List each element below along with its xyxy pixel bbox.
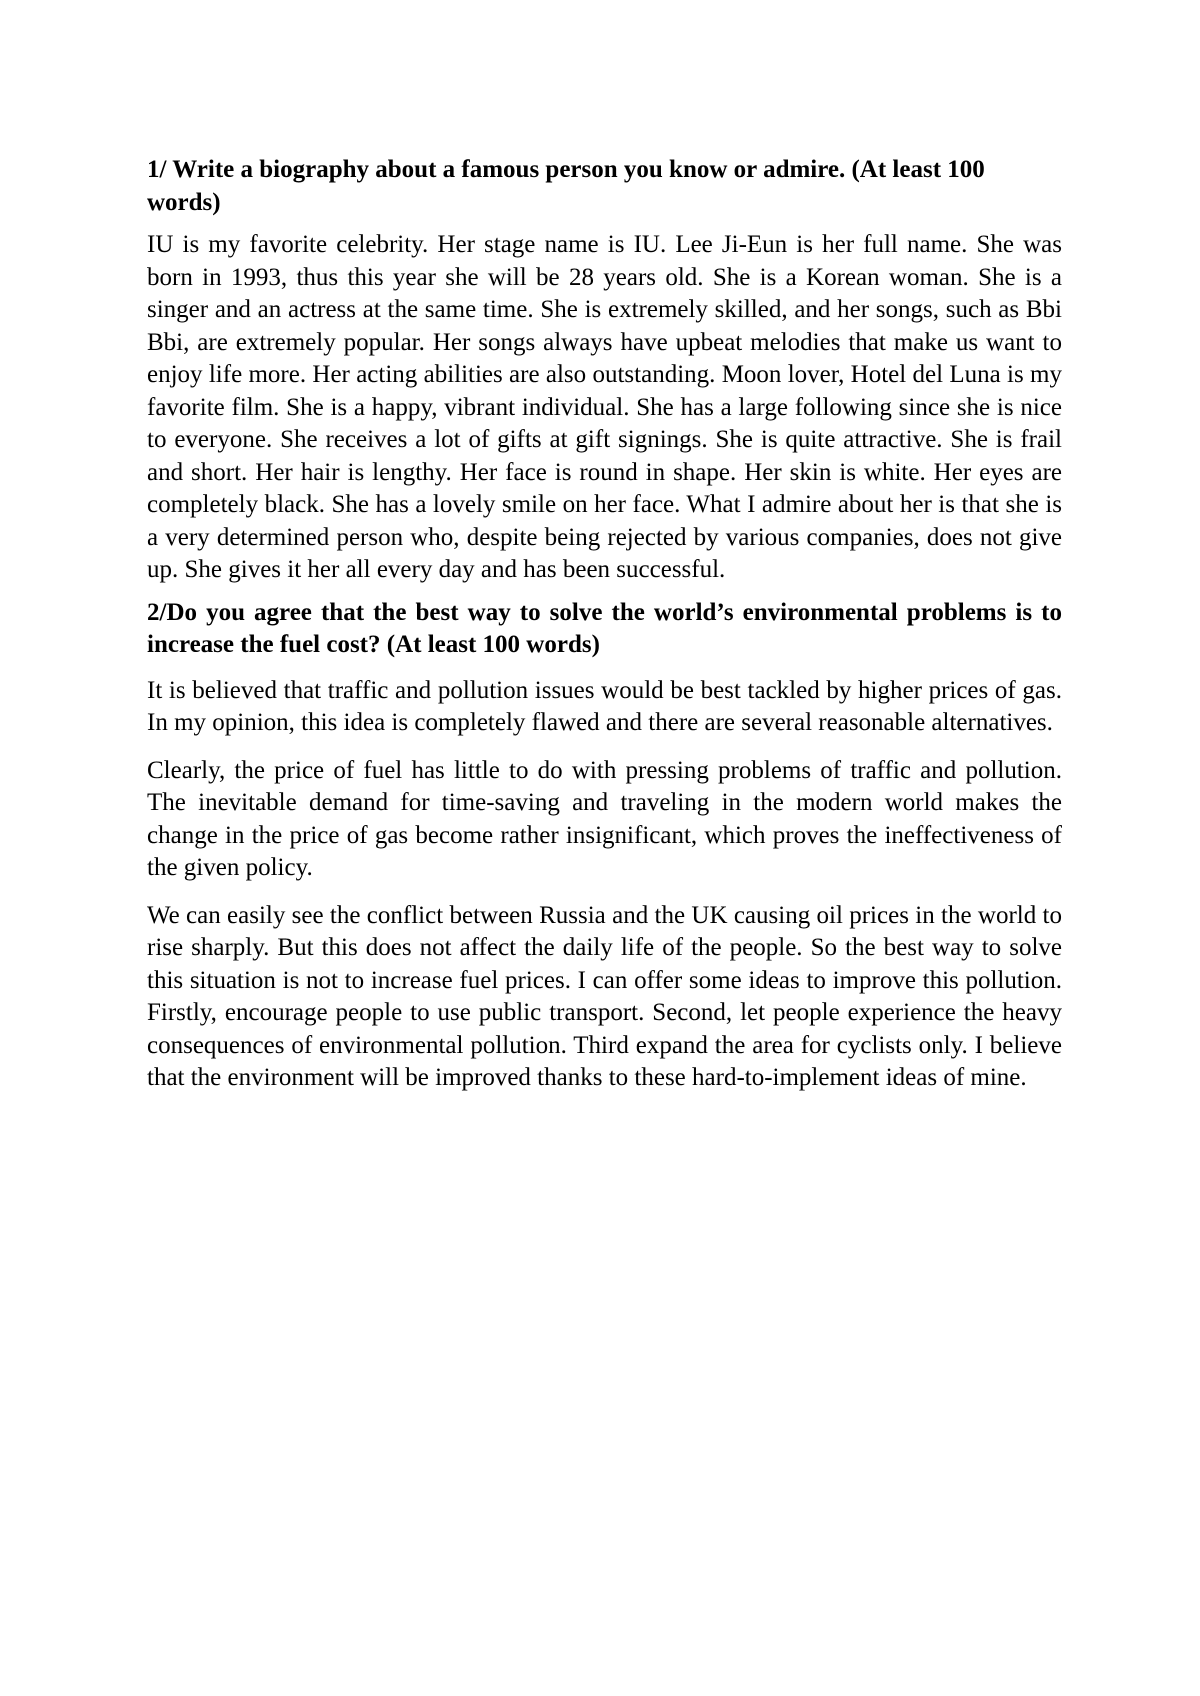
answer-2-paragraph-3: We can easily see the conflict between Russia and the UK causing oil prices in the world to rise sharply. But this does not affect the daily life of the people. So the best way to solve this situation is not to increase fuel prices. I can offer some ideas to improve this pollution. Firstly, encourage people to use public transport. Second, let people experience the heavy consequences of environmental pollution. Third expand the area for cyclists only. I believe that the environment will be improved thanks to these hard-to-implement ideas of mine. bbox=[147, 901, 1062, 1091]
answer-2-paragraph-2: Clearly, the price of fuel has little to do with pressing problems of traffic and pollution. The inevitable demand for time-saving and traveling in the modern world makes the change in the price of gas become rather insignificant, which proves the ineffectiveness of the given policy. bbox=[147, 756, 1062, 881]
question-1-heading: 1/ Write a biography about a famous person you know or admire. (At least 100 words) bbox=[147, 156, 985, 216]
question-2-heading: 2/Do you agree that the best way to solve the world’s environmental problems is to increase the fuel cost? (At least 100 words) bbox=[147, 598, 1062, 658]
document-body bbox=[147, 154, 1062, 1095]
answer-2-paragraph-1: It is believed that traffic and pollution issues would be best tackled by higher prices of gas. In my opinion, this idea is completely flawed and there are several reasonable alternatives. bbox=[147, 676, 1062, 736]
answer-1-paragraph: IU is my favorite celebrity. Her stage name is IU. Lee Ji-Eun is her full name. She was born in 1993, thus this year she will be 28 years old. She is a Korean woman. She is a singer and an actress at the same time. She is extremely skilled, and her songs, such as Bbi Bbi, are extremely popular. Her songs always have upbeat melodies that make us want to enjoy life more. Her acting abilities are also outstanding. Moon lover, Hotel del Luna is my favorite film. She is a happy, vibrant individual. She has a large following since she is nice to everyone. She receives a lot of gifts at gift signings. She is quite attractive. She is frail and short. Her hair is lengthy. Her face is round in shape. Her skin is white. Her eyes are completely black. She has a lovely smile on her face. What I admire about her is that she is a very determined person who, despite being rejected by various companies, does not give up. She gives it her all every day and has been successful. bbox=[147, 231, 1062, 583]
